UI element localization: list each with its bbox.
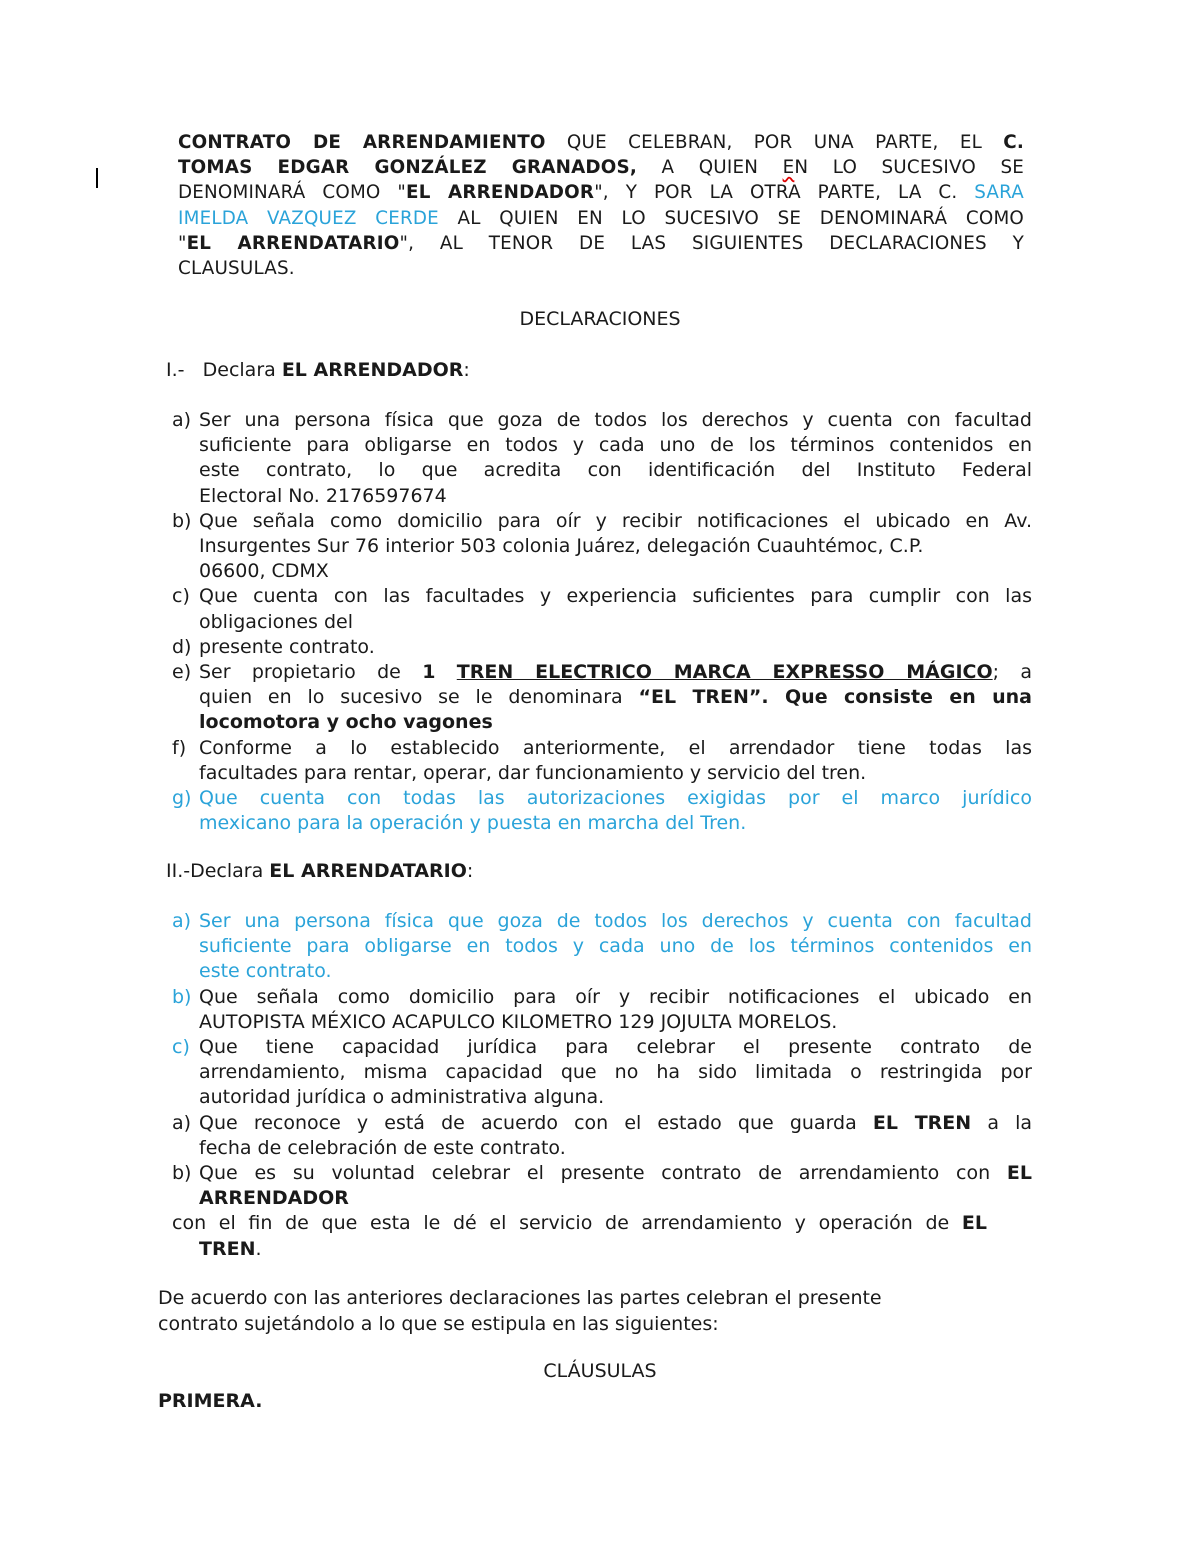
section-1-heading: I.- Declara EL ARRENDADOR: [166, 359, 470, 381]
list-item: a) Ser una persona física que goza de todos los derechos y cuenta con facultad suficiente para obligarse en todos y cada uno de los términos contenidos en este contrato. [172, 910, 1032, 983]
list-item: g) Que cuenta con todas las autorizaciones exigidas por el marco jurídico mexicano para la operación y puesta en marcha del Tren. [172, 787, 1032, 835]
list-item: f) Conforme a lo establecido anteriormente, el arrendador tiene todas las facultades para rentar, operar, dar funcionamiento y servicio del tren. [172, 736, 1032, 784]
list-item: a) Que reconoce y está de acuerdo con el estado que guarda EL TREN a la fecha de celebración de este contrato. [172, 1111, 1033, 1159]
intro-line-5: "EL ARRENDATARIO", AL TENOR DE LAS SIGUIENTES DECLARACIONES Y [178, 232, 1024, 254]
intro-line-1: CONTRATO DE ARRENDAMIENTO QUE CELEBRAN, POR UNA PARTE, EL C. [178, 132, 1024, 153]
heading-declaraciones: DECLARACIONES [519, 308, 681, 330]
section-2-list [172, 909, 1032, 1262]
text-cursor [96, 168, 98, 188]
list-item: d) presente contrato. [172, 635, 375, 658]
closing-paragraph [158, 1286, 1058, 1337]
intro-line-4: IMELDA VAZQUEZ CERDE AL QUIEN EN LO SUCESIVO SE DENOMINARÁ COMO [178, 207, 1025, 229]
list-item: b) Que es su voluntad celebrar el presente contrato de arrendamiento con EL ARRENDADOR [172, 1162, 1032, 1210]
list-item: c) Que tiene capacidad jurídica para celebrar el presente contrato de arrendamiento, misma capacidad que no ha sido limitada o restringida por autoridad jurídica o administrativa alguna. [172, 1036, 1032, 1109]
section-1-list [172, 408, 1032, 836]
closing-line-2: contrato sujetándolo a lo que se estipula en las siguientes: [158, 1312, 719, 1335]
intro-line-6: CLAUSULAS. [178, 258, 295, 280]
closing-line-1: De acuerdo con las anteriores declaraciones las partes celebran el presente [158, 1287, 882, 1309]
list-item: e) Ser propietario de 1 TREN ELECTRICO MARCA EXPRESSO MÁGICO; a quien en lo sucesivo se le denominara “EL TREN”. Que consiste en una locomotora y ocho vagones [172, 661, 1032, 734]
continuation-line: con el fin de que esta le dé el servicio de arrendamiento y operación de EL [172, 1212, 987, 1235]
list-item: b) Que señala como domicilio para oír y recibir notificaciones el ubicado en Av. Insurgentes Sur 76 interior 503 colonia Juárez, delegación Cuauhtémoc, C.P. 06600, CDMX [172, 509, 1032, 583]
intro-line-2: TOMAS EDGAR GONZÁLEZ GRANADOS, A QUIEN EN LO SUCESIVO SE [178, 157, 1025, 179]
contract-intro [178, 130, 1024, 281]
continuation-line-2: TREN. [199, 1237, 262, 1260]
section-2-heading: II.-Declara EL ARRENDATARIO: [166, 860, 474, 882]
intro-line-3: DENOMINARÁ COMO "EL ARRENDADOR", Y POR LA OTRA PARTE, LA C. SARA [178, 182, 1024, 204]
list-item: b) Que señala como domicilio para oír y recibir notificaciones el ubicado en AUTOPISTA MÉXICO ACAPULCO KILOMETRO 129 JOJULTA MORELOS. [172, 985, 1032, 1033]
clause-primera: PRIMERA. [158, 1390, 263, 1412]
list-item: a) Ser una persona física que goza de todos los derechos y cuenta con facultad suficiente para obligarse en todos y cada uno de los términos contenidos en este contrato, lo que acredita con identificación del Instituto Federal Electoral No. 2176597674 [172, 409, 1032, 507]
list-item: c) Que cuenta con las facultades y experiencia suficientes para cumplir con las obligaciones del [172, 585, 1032, 633]
heading-clausulas: CLÁUSULAS [543, 1360, 657, 1382]
